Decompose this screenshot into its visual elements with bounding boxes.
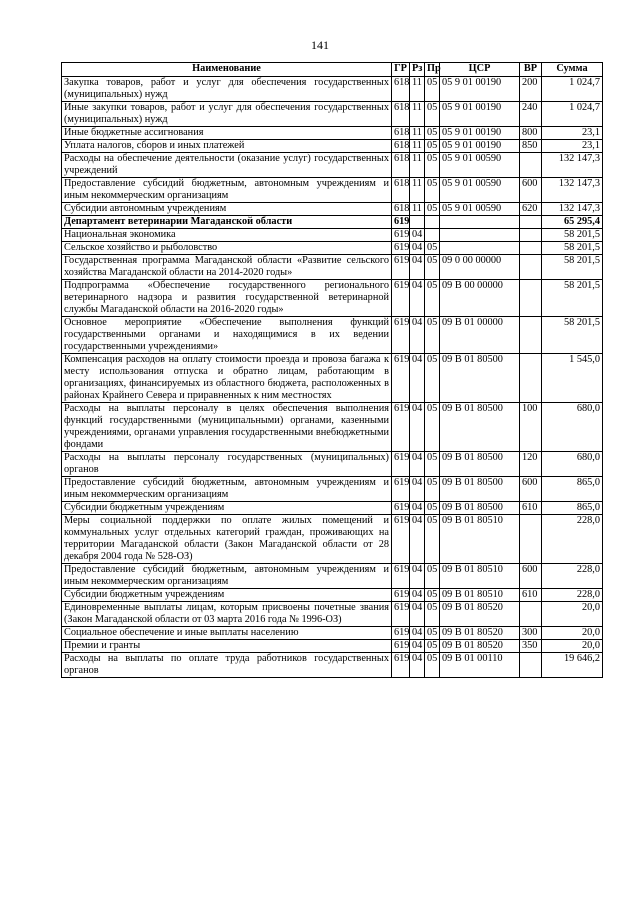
- row-gr: 618: [392, 203, 410, 216]
- row-name: Уплата налогов, сборов и иных платежей: [62, 140, 392, 153]
- row-vr: 600: [520, 477, 542, 502]
- table-header-row: [62, 63, 603, 77]
- row-vr: 610: [520, 589, 542, 602]
- row-rz: 11: [410, 77, 425, 102]
- row-name: Предоставление субсидий бюджетным, автономным учреждениям и иным некоммерческим организациям: [62, 178, 392, 203]
- row-pr: 05: [425, 477, 440, 502]
- row-csr: 05 9 01 00190: [440, 77, 520, 102]
- header-sum: Сумма: [542, 63, 603, 77]
- row-csr: 09 В 00 00000: [440, 280, 520, 317]
- row-gr: 619: [392, 354, 410, 403]
- header-pr: Пр: [425, 63, 440, 77]
- row-gr: 619: [392, 280, 410, 317]
- row-name: Иные закупки товаров, работ и услуг для обеспечения государственных (муниципальных) нужд: [62, 102, 392, 127]
- row-vr: 800: [520, 127, 542, 140]
- row-name: Меры социальной поддержки по оплате жилых помещений и коммунальных услуг отдельных категорий граждан, проживающих на территории Магаданской области (Закон Магаданской области от 28 декабря 2004 года № 528-ОЗ): [62, 515, 392, 564]
- row-pr: 05: [425, 403, 440, 452]
- row-gr: 619: [392, 515, 410, 564]
- row-csr: 05 9 01 00590: [440, 153, 520, 178]
- row-gr: 619: [392, 602, 410, 627]
- row-rz: 04: [410, 242, 425, 255]
- row-vr: 350: [520, 640, 542, 653]
- row-csr: 09 В 01 80510: [440, 515, 520, 564]
- row-vr: [520, 653, 542, 678]
- row-name: Предоставление субсидий бюджетным, автономным учреждениям и иным некоммерческим организациям: [62, 564, 392, 589]
- row-vr: 600: [520, 564, 542, 589]
- row-csr: 09 В 01 00110: [440, 653, 520, 678]
- row-pr: 05: [425, 255, 440, 280]
- row-name: Премии и гранты: [62, 640, 392, 653]
- row-gr: 618: [392, 178, 410, 203]
- row-csr: 09 В 01 80510: [440, 564, 520, 589]
- row-pr: 05: [425, 153, 440, 178]
- row-pr: 05: [425, 515, 440, 564]
- table-row: [62, 153, 603, 178]
- row-sum: 58 201,5: [542, 242, 603, 255]
- row-vr: 100: [520, 403, 542, 452]
- row-pr: 05: [425, 640, 440, 653]
- row-pr: 05: [425, 242, 440, 255]
- row-sum: 58 201,5: [542, 317, 603, 354]
- row-pr: 05: [425, 178, 440, 203]
- row-gr: 619: [392, 452, 410, 477]
- table-row: [62, 653, 603, 678]
- row-rz: 04: [410, 640, 425, 653]
- row-pr: 05: [425, 589, 440, 602]
- row-name: Основное мероприятие «Обеспечение выполнения функций государственными органами и находящимися в их ведении государственными учреждениями»: [62, 317, 392, 354]
- table-row: [62, 229, 603, 242]
- row-name: Расходы на выплаты по оплате труда работников государственных органов: [62, 653, 392, 678]
- row-vr: [520, 153, 542, 178]
- row-sum: 132 147,3: [542, 203, 603, 216]
- row-name: Субсидии бюджетным учреждениям: [62, 502, 392, 515]
- row-vr: [520, 280, 542, 317]
- row-csr: 09 В 01 80500: [440, 502, 520, 515]
- row-pr: 05: [425, 452, 440, 477]
- header-csr: ЦСР: [440, 63, 520, 77]
- table-row: [62, 127, 603, 140]
- table-row: [62, 354, 603, 403]
- row-name: Сельское хозяйство и рыболовство: [62, 242, 392, 255]
- row-rz: 04: [410, 255, 425, 280]
- row-csr: 09 В 01 00000: [440, 317, 520, 354]
- row-csr: 05 9 01 00590: [440, 203, 520, 216]
- table-row: [62, 640, 603, 653]
- row-vr: 850: [520, 140, 542, 153]
- row-gr: 619: [392, 627, 410, 640]
- row-sum: 1 545,0: [542, 354, 603, 403]
- row-csr: 09 В 01 80500: [440, 354, 520, 403]
- row-vr: 610: [520, 502, 542, 515]
- row-rz: 04: [410, 229, 425, 242]
- row-gr: 619: [392, 403, 410, 452]
- row-csr: [440, 242, 520, 255]
- row-pr: 05: [425, 280, 440, 317]
- row-pr: 05: [425, 653, 440, 678]
- row-csr: 09 В 01 80520: [440, 627, 520, 640]
- row-rz: 04: [410, 502, 425, 515]
- row-sum: 680,0: [542, 452, 603, 477]
- row-pr: 05: [425, 102, 440, 127]
- row-rz: 04: [410, 515, 425, 564]
- table-row: [62, 102, 603, 127]
- row-name: Субсидии бюджетным учреждениям: [62, 589, 392, 602]
- row-rz: 04: [410, 477, 425, 502]
- table-row: [62, 564, 603, 589]
- row-name: Департамент ветеринарии Магаданской области: [62, 216, 392, 229]
- budget-table: [61, 62, 603, 678]
- row-rz: 11: [410, 203, 425, 216]
- row-sum: 865,0: [542, 502, 603, 515]
- row-vr: [520, 317, 542, 354]
- table-row: [62, 589, 603, 602]
- table-row: [62, 317, 603, 354]
- row-sum: 19 646,2: [542, 653, 603, 678]
- row-sum: 680,0: [542, 403, 603, 452]
- row-pr: 05: [425, 564, 440, 589]
- row-vr: [520, 602, 542, 627]
- row-gr: 618: [392, 77, 410, 102]
- row-gr: 619: [392, 216, 410, 229]
- row-pr: [425, 216, 440, 229]
- table-row: [62, 280, 603, 317]
- table-row: [62, 403, 603, 452]
- row-sum: 1 024,7: [542, 102, 603, 127]
- table-row: [62, 515, 603, 564]
- row-rz: 11: [410, 140, 425, 153]
- row-name: Закупка товаров, работ и услуг для обеспечения государственных (муниципальных) нужд: [62, 77, 392, 102]
- row-vr: [520, 515, 542, 564]
- table-row: [62, 242, 603, 255]
- row-rz: 11: [410, 178, 425, 203]
- header-gr: ГР: [392, 63, 410, 77]
- row-rz: 04: [410, 602, 425, 627]
- row-gr: 618: [392, 153, 410, 178]
- row-rz: 04: [410, 280, 425, 317]
- row-rz: 11: [410, 153, 425, 178]
- row-sum: 228,0: [542, 515, 603, 564]
- table-row: [62, 502, 603, 515]
- row-pr: 05: [425, 140, 440, 153]
- row-rz: 11: [410, 102, 425, 127]
- row-gr: 619: [392, 242, 410, 255]
- header-name: Наименование: [62, 63, 392, 77]
- row-sum: 228,0: [542, 589, 603, 602]
- row-sum: 20,0: [542, 640, 603, 653]
- row-vr: 240: [520, 102, 542, 127]
- row-csr: 09 В 01 80500: [440, 403, 520, 452]
- header-rz: Рз: [410, 63, 425, 77]
- table-row: [62, 178, 603, 203]
- row-pr: 05: [425, 602, 440, 627]
- row-vr: [520, 354, 542, 403]
- row-vr: 600: [520, 178, 542, 203]
- row-sum: 58 201,5: [542, 255, 603, 280]
- row-sum: 65 295,4: [542, 216, 603, 229]
- row-rz: 04: [410, 317, 425, 354]
- table-row: [62, 77, 603, 102]
- row-csr: 05 9 01 00190: [440, 140, 520, 153]
- row-rz: 04: [410, 354, 425, 403]
- row-sum: 23,1: [542, 127, 603, 140]
- row-rz: 04: [410, 403, 425, 452]
- row-gr: 619: [392, 640, 410, 653]
- row-gr: 619: [392, 502, 410, 515]
- row-pr: 05: [425, 203, 440, 216]
- row-gr: 618: [392, 102, 410, 127]
- row-vr: 300: [520, 627, 542, 640]
- row-vr: 620: [520, 203, 542, 216]
- row-pr: 05: [425, 317, 440, 354]
- row-sum: 132 147,3: [542, 178, 603, 203]
- table-row: [62, 452, 603, 477]
- row-csr: 05 9 01 00590: [440, 178, 520, 203]
- row-gr: 619: [392, 589, 410, 602]
- row-name: Государственная программа Магаданской области «Развитие сельского хозяйства Магаданской области на 2014-2020 годы»: [62, 255, 392, 280]
- row-vr: [520, 255, 542, 280]
- row-rz: 04: [410, 627, 425, 640]
- row-vr: 200: [520, 77, 542, 102]
- row-csr: 05 9 01 00190: [440, 102, 520, 127]
- row-name: Единовременные выплаты лицам, которым присвоены почетные звания (Закон Магаданской области от 03 марта 2016 года № 1996-ОЗ): [62, 602, 392, 627]
- row-sum: 20,0: [542, 602, 603, 627]
- row-gr: 619: [392, 564, 410, 589]
- row-name: Субсидии автономным учреждениям: [62, 203, 392, 216]
- row-csr: 09 0 00 00000: [440, 255, 520, 280]
- row-gr: 618: [392, 140, 410, 153]
- row-rz: 04: [410, 653, 425, 678]
- table-row: [62, 477, 603, 502]
- row-pr: 05: [425, 354, 440, 403]
- row-pr: 05: [425, 502, 440, 515]
- row-sum: 1 024,7: [542, 77, 603, 102]
- header-vr: ВР: [520, 63, 542, 77]
- row-csr: [440, 229, 520, 242]
- row-name: Подпрограмма «Обеспечение государственного регионального ветеринарного надзора и развития государственной ветеринарной службы Магаданской области на 2016-2020 годы»: [62, 280, 392, 317]
- row-sum: 865,0: [542, 477, 603, 502]
- row-rz: 04: [410, 452, 425, 477]
- row-pr: [425, 229, 440, 242]
- row-csr: 09 В 01 80510: [440, 589, 520, 602]
- row-csr: 09 В 01 80500: [440, 452, 520, 477]
- row-vr: [520, 216, 542, 229]
- row-name: Национальная экономика: [62, 229, 392, 242]
- row-sum: 228,0: [542, 564, 603, 589]
- row-gr: 619: [392, 653, 410, 678]
- table-row: [62, 216, 603, 229]
- row-name: Расходы на выплаты персоналу государственных (муниципальных) органов: [62, 452, 392, 477]
- row-name: Иные бюджетные ассигнования: [62, 127, 392, 140]
- row-csr: [440, 216, 520, 229]
- row-pr: 05: [425, 627, 440, 640]
- row-rz: [410, 216, 425, 229]
- row-sum: 58 201,5: [542, 280, 603, 317]
- row-gr: 619: [392, 255, 410, 280]
- row-csr: 09 В 01 80520: [440, 640, 520, 653]
- row-vr: [520, 242, 542, 255]
- row-gr: 619: [392, 229, 410, 242]
- table-row: [62, 602, 603, 627]
- row-rz: 04: [410, 564, 425, 589]
- row-name: Расходы на выплаты персоналу в целях обеспечения выполнения функций государственными (муниципальными) органами, казенными учреждениями, органами управления государственными внебюджетными фондами: [62, 403, 392, 452]
- table-row: [62, 140, 603, 153]
- row-pr: 05: [425, 127, 440, 140]
- row-name: Компенсация расходов на оплату стоимости проезда и провоза багажа к месту использования отпуска и обратно лицам, работающим в организациях, финансируемых из областного бюджета, расположенных в районах Крайнего Севера и приравненных к ним местностях: [62, 354, 392, 403]
- row-csr: 09 В 01 80500: [440, 477, 520, 502]
- row-name: Социальное обеспечение и иные выплаты населению: [62, 627, 392, 640]
- page-number: 141: [311, 38, 329, 52]
- row-vr: [520, 229, 542, 242]
- table-row: [62, 255, 603, 280]
- row-rz: 04: [410, 589, 425, 602]
- row-name: Расходы на обеспечение деятельности (оказание услуг) государственных учреждений: [62, 153, 392, 178]
- row-sum: 58 201,5: [542, 229, 603, 242]
- row-gr: 619: [392, 317, 410, 354]
- row-vr: 120: [520, 452, 542, 477]
- row-sum: 20,0: [542, 627, 603, 640]
- table-row: [62, 203, 603, 216]
- row-name: Предоставление субсидий бюджетным, автономным учреждениям и иным некоммерческим организациям: [62, 477, 392, 502]
- table-body: [62, 77, 603, 678]
- row-rz: 11: [410, 127, 425, 140]
- row-csr: 09 В 01 80520: [440, 602, 520, 627]
- row-gr: 618: [392, 127, 410, 140]
- row-csr: 05 9 01 00190: [440, 127, 520, 140]
- row-sum: 132 147,3: [542, 153, 603, 178]
- row-gr: 619: [392, 477, 410, 502]
- row-sum: 23,1: [542, 140, 603, 153]
- row-pr: 05: [425, 77, 440, 102]
- table-row: [62, 627, 603, 640]
